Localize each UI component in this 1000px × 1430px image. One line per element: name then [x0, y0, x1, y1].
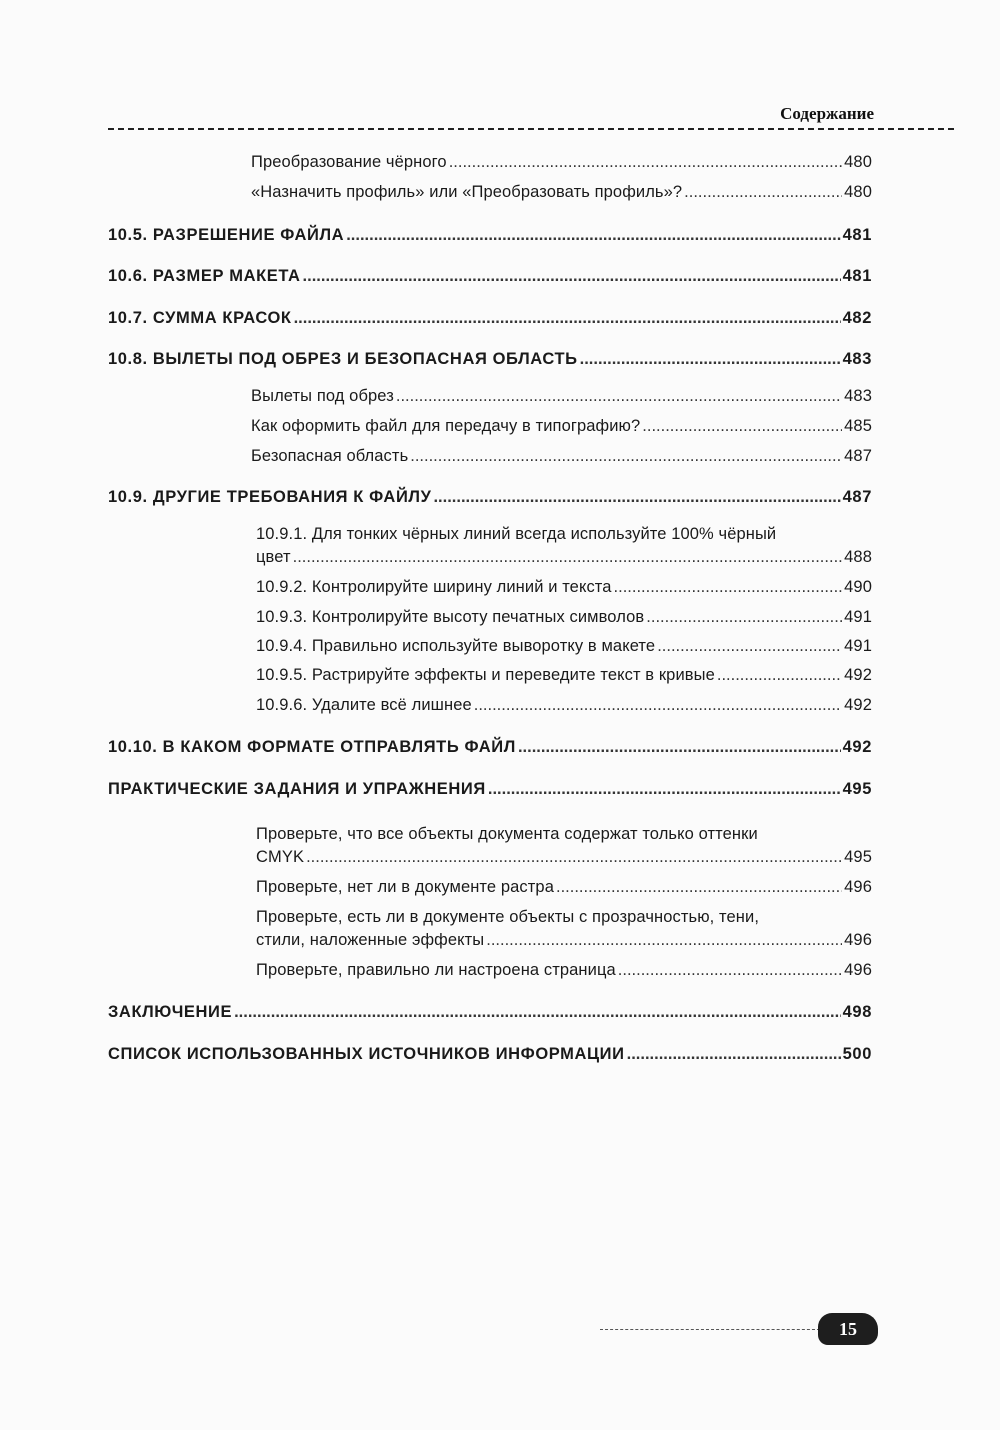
- header-divider: [108, 128, 954, 130]
- dot-leader: [580, 350, 841, 369]
- toc-entry-page: 498: [842, 1003, 872, 1021]
- toc-entry-page: 487: [842, 488, 872, 506]
- toc-entry-page: 500: [842, 1045, 872, 1063]
- toc-entry-title: 10.9.4. Правильно используйте выворотку в макете: [256, 637, 656, 655]
- dot-leader: [306, 848, 842, 867]
- dot-leader: [646, 608, 842, 627]
- toc-entry-page: 480: [844, 183, 872, 201]
- toc-entry-title: Преобразование чёрного: [251, 153, 447, 171]
- toc-entry-title: Как оформить файл для передачу в типографию?: [251, 417, 641, 435]
- toc-entry[interactable]: [251, 447, 872, 466]
- toc-entry-title: 10.10. В КАКОМ ФОРМАТЕ ОТПРАВЛЯТЬ ФАЙЛ: [108, 738, 516, 756]
- footer-divider: [600, 1329, 820, 1330]
- toc-entry-title-line2: цвет: [256, 548, 291, 566]
- toc-entry-page: 492: [844, 666, 872, 684]
- toc-entry-title: Безопасная область: [251, 447, 409, 465]
- toc-entry-title: ПРАКТИЧЕСКИЕ ЗАДАНИЯ И УПРАЖНЕНИЯ: [108, 780, 486, 798]
- dot-leader: [627, 1045, 841, 1064]
- dot-leader: [234, 1003, 841, 1022]
- dot-leader: [293, 548, 843, 567]
- toc-entry-page: 487: [844, 447, 872, 465]
- toc-entry-page: 491: [844, 608, 872, 626]
- dot-leader: [556, 878, 842, 897]
- dot-leader: [717, 666, 842, 685]
- dot-leader: [449, 153, 842, 172]
- toc-chapter-entry[interactable]: [108, 488, 872, 507]
- toc-entry-title: Проверьте, правильно ли настроена страница: [256, 961, 616, 979]
- toc-chapter-entry[interactable]: [108, 780, 872, 799]
- toc-entry-title-line2: CMYK: [256, 848, 305, 866]
- running-header-title: Содержание: [780, 104, 874, 123]
- dot-leader: [410, 447, 842, 466]
- toc-entry-title: 10.9. ДРУГИЕ ТРЕБОВАНИЯ К ФАЙЛУ: [108, 488, 432, 506]
- dot-leader: [518, 738, 841, 757]
- toc-entry-page: 495: [842, 780, 872, 798]
- toc-entry[interactable]: [256, 666, 872, 685]
- toc-entry-page: 495: [844, 848, 872, 866]
- toc-entry-page: 490: [844, 578, 872, 596]
- toc-chapter-entry[interactable]: [108, 309, 872, 328]
- dot-leader: [346, 226, 840, 245]
- toc-entry[interactable]: [251, 153, 872, 172]
- toc-chapter-entry[interactable]: [108, 226, 872, 245]
- toc-entry-page: 488: [844, 548, 872, 566]
- toc-entry-title: ЗАКЛЮЧЕНИЕ: [108, 1003, 233, 1021]
- toc-entry[interactable]: [256, 931, 872, 950]
- toc-entry[interactable]: [256, 961, 872, 980]
- dot-leader: [396, 387, 842, 406]
- toc-entry-page: 481: [842, 267, 872, 285]
- dot-leader: [474, 696, 842, 715]
- toc-entry[interactable]: [251, 387, 872, 406]
- dot-leader: [684, 183, 842, 202]
- toc-entry-page: 483: [842, 350, 872, 368]
- toc-chapter-entry[interactable]: [108, 267, 872, 286]
- toc-chapter-entry[interactable]: [108, 738, 872, 757]
- toc-entry[interactable]: [256, 548, 872, 567]
- dot-leader: [486, 931, 842, 950]
- toc-entry-page: 496: [844, 878, 872, 896]
- toc-entry-title-line1[interactable]: Проверьте, что все объекты документа содержат только оттенки: [256, 825, 758, 843]
- dot-leader: [303, 267, 841, 286]
- toc-entry-page: 492: [842, 738, 872, 756]
- toc-entry-page: 483: [844, 387, 872, 405]
- toc-entry[interactable]: [256, 878, 872, 897]
- dot-leader: [433, 488, 840, 507]
- toc-chapter-entry[interactable]: [108, 1003, 872, 1022]
- toc-entry-page: 480: [844, 153, 872, 171]
- toc-entry-title: 10.9.3. Контролируйте высоту печатных символов: [256, 608, 645, 626]
- toc-entry-title: Вылеты под обрез: [251, 387, 394, 405]
- dot-leader: [618, 961, 842, 980]
- toc-entry-page: 496: [844, 931, 872, 949]
- toc-entry[interactable]: [256, 608, 872, 627]
- toc-entry-title: 10.6. РАЗМЕР МАКЕТА: [108, 267, 301, 285]
- toc-entry-title: СПИСОК ИСПОЛЬЗОВАННЫХ ИСТОЧНИКОВ ИНФОРМАЦИИ: [108, 1045, 625, 1063]
- toc-entry-title: 10.5. РАЗРЕШЕНИЕ ФАЙЛА: [108, 226, 345, 244]
- toc-entry-title-line1[interactable]: 10.9.1. Для тонких чёрных линий всегда используйте 100% чёрный: [256, 525, 777, 543]
- toc-entry-title-line2: стили, наложенные эффекты: [256, 931, 485, 949]
- toc-entry[interactable]: [251, 417, 872, 436]
- toc-entry-title: «Назначить профиль» или «Преобразовать профиль»?: [251, 183, 683, 201]
- toc-entry-title: 10.8. ВЫЛЕТЫ ПОД ОБРЕЗ И БЕЗОПАСНАЯ ОБЛАСТЬ: [108, 350, 578, 368]
- page-number-badge: 15: [818, 1313, 878, 1345]
- dot-leader: [657, 637, 842, 656]
- dot-leader: [294, 309, 841, 328]
- toc-entry[interactable]: [256, 848, 872, 867]
- dot-leader: [614, 578, 843, 597]
- toc-entry-title: 10.9.6. Удалите всё лишнее: [256, 696, 472, 714]
- toc-entry-title: Проверьте, нет ли в документе растра: [256, 878, 554, 896]
- toc-entry-page: 496: [844, 961, 872, 979]
- toc-entry-page: 492: [844, 696, 872, 714]
- toc-entry-page: 491: [844, 637, 872, 655]
- dot-leader: [642, 417, 842, 436]
- toc-entry[interactable]: [251, 183, 872, 202]
- toc-entry[interactable]: [256, 637, 872, 656]
- toc-entry-title: 10.7. СУММА КРАСОК: [108, 309, 292, 327]
- toc-entry-title: 10.9.2. Контролируйте ширину линий и текста: [256, 578, 612, 596]
- toc-entry[interactable]: [256, 578, 872, 597]
- toc-entry-page: 485: [844, 417, 872, 435]
- toc-chapter-entry[interactable]: [108, 1045, 872, 1064]
- toc-entry[interactable]: [256, 696, 872, 715]
- dot-leader: [488, 780, 841, 799]
- toc-entry-title-line1[interactable]: Проверьте, есть ли в документе объекты с прозрачностью, тени,: [256, 908, 760, 926]
- toc-entry-page: 482: [842, 309, 872, 327]
- toc-chapter-entry[interactable]: [108, 350, 872, 369]
- toc-entry-page: 481: [842, 226, 872, 244]
- toc-entry-title: 10.9.5. Растрируйте эффекты и переведите текст в кривые: [256, 666, 715, 684]
